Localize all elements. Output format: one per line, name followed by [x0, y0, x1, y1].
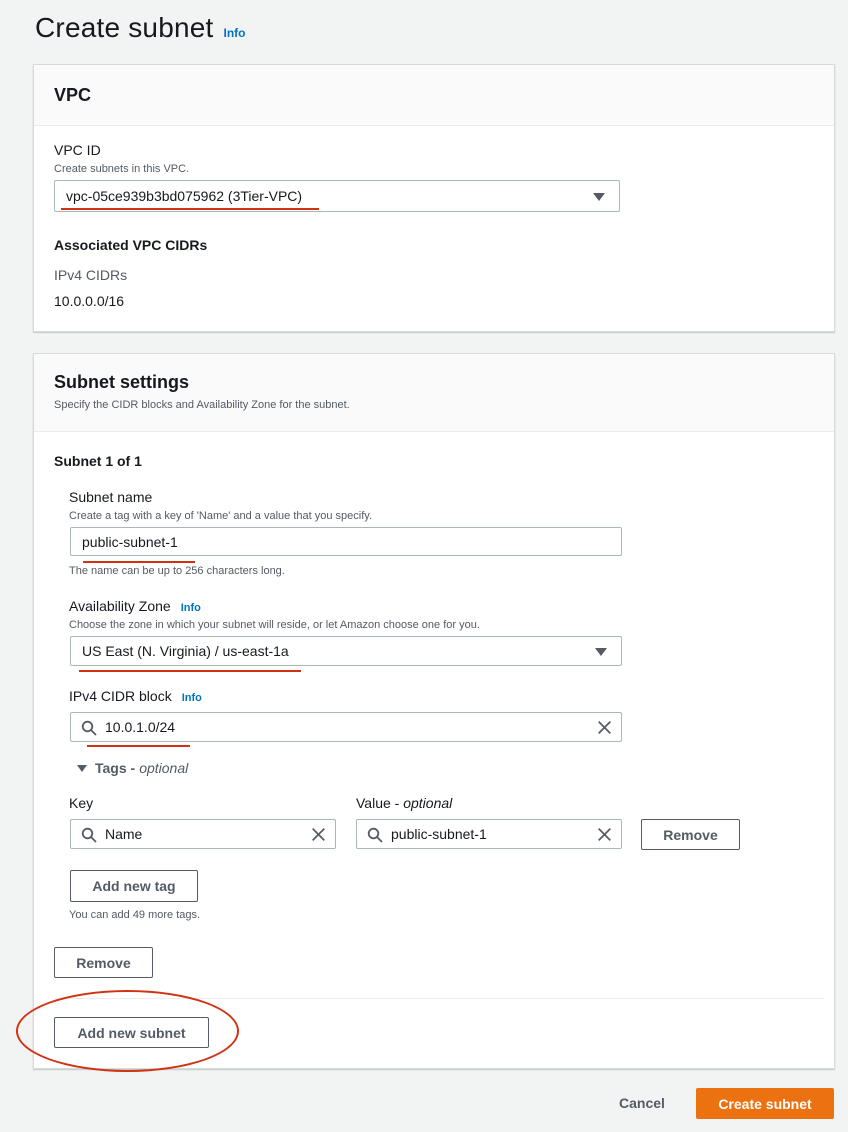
cidr-label: IPv4 CIDR block: [69, 688, 172, 704]
tags-toggle[interactable]: [77, 760, 188, 776]
close-icon[interactable]: [596, 719, 613, 736]
annotation-ellipse: [16, 990, 239, 1072]
annotation-underline-name: [83, 561, 195, 563]
tag-value-optional: optional: [403, 795, 453, 811]
vpc-panel-title: VPC: [54, 85, 92, 105]
vpc-id-label: VPC ID: [54, 142, 101, 158]
subnet-name-constraint: The name can be up to 256 characters long.: [69, 565, 285, 577]
subnet-settings-panel: [33, 353, 835, 1069]
page-info-link[interactable]: Info: [223, 26, 246, 40]
page-header: [35, 12, 246, 44]
add-new-subnet-button[interactable]: Add new subnet: [54, 1017, 209, 1048]
subnet-name-value: public-subnet-1: [82, 533, 178, 550]
tag-key-value: Name: [105, 826, 143, 842]
tag-value-input[interactable]: [356, 819, 622, 849]
caret-down-icon: [593, 193, 605, 201]
tag-key-input[interactable]: [70, 819, 336, 849]
tags-remaining: You can add 49 more tags.: [69, 909, 201, 921]
annotation-underline-vpc: [61, 208, 319, 210]
tag-value-label: Value -: [356, 795, 404, 811]
availability-zone-select[interactable]: [70, 636, 622, 666]
cidr-value: 10.0.1.0/24: [105, 719, 176, 735]
vpc-id-value: vpc-05ce939b3bd075962 (3Tier-VPC): [66, 188, 303, 204]
vpc-panel-header: [34, 65, 834, 126]
cancel-button[interactable]: Cancel: [619, 1095, 665, 1111]
ipv4-cidr-input[interactable]: [70, 712, 622, 742]
caret-down-icon: [595, 648, 607, 656]
subnet-settings-description: Specify the CIDR blocks and Availability Zone for the subnet.: [54, 399, 350, 411]
subnet-name-input[interactable]: [70, 527, 622, 556]
az-label: Availability Zone: [69, 598, 171, 614]
close-icon[interactable]: [596, 826, 613, 843]
page-title: Create subnet: [35, 12, 214, 43]
ipv4-cidrs-label: IPv4 CIDRs: [54, 267, 128, 283]
subnet-name-description: Create a tag with a key of 'Name' and a value that you specify.: [69, 510, 372, 522]
tags-optional: optional: [139, 760, 189, 776]
ipv4-cidrs-value: 10.0.0.0/16: [54, 293, 125, 309]
az-value: US East (N. Virginia) / us-east-1a: [82, 643, 289, 659]
annotation-underline-az: [79, 670, 301, 672]
associated-cidrs-title: Associated VPC CIDRs: [54, 237, 208, 253]
subnet-heading: Subnet 1 of 1: [54, 453, 142, 469]
remove-subnet-button[interactable]: Remove: [54, 947, 153, 978]
vpc-id-description: Create subnets in this VPC.: [54, 163, 190, 175]
annotation-underline-cidr: [87, 745, 190, 747]
subnet-name-label: Subnet name: [69, 489, 153, 505]
search-icon: [81, 720, 97, 736]
tag-value-value: public-subnet-1: [391, 826, 487, 842]
search-icon: [81, 827, 97, 843]
az-info-link[interactable]: Info: [180, 602, 201, 614]
add-new-tag-button[interactable]: Add new tag: [70, 870, 198, 902]
subnet-settings-title: Subnet settings: [54, 372, 190, 392]
remove-tag-button[interactable]: Remove: [641, 819, 740, 850]
cidr-label-row: [69, 688, 202, 704]
close-icon[interactable]: [310, 826, 327, 843]
subnet-settings-header: [34, 354, 834, 432]
create-subnet-button[interactable]: Create subnet: [696, 1088, 834, 1119]
tag-key-label: Key: [69, 795, 94, 811]
caret-down-icon: [77, 765, 87, 772]
vpc-panel: [33, 64, 835, 332]
tag-value-label-row: [356, 795, 452, 811]
az-label-row: [69, 598, 201, 614]
tags-label: Tags -: [95, 760, 136, 776]
az-description: Choose the zone in which your subnet will reside, or let Amazon choose one for you.: [69, 619, 480, 631]
cidr-info-link[interactable]: Info: [181, 692, 202, 704]
search-icon: [367, 827, 383, 843]
